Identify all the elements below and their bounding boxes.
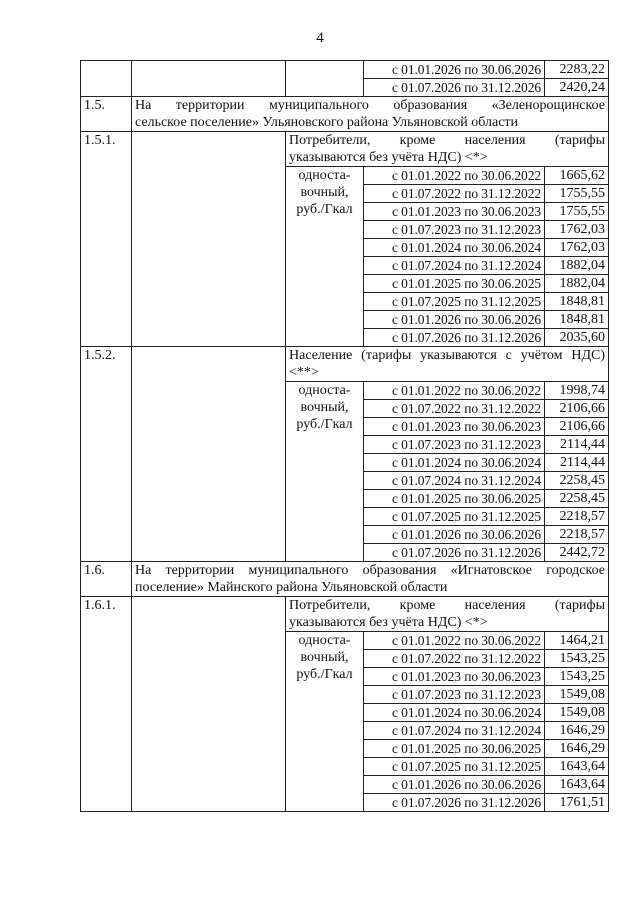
consumer-description bbox=[286, 132, 609, 167]
value-cell: 1882,04 bbox=[545, 275, 609, 293]
consumer-line: указываются без учёта НДС) <*> bbox=[289, 615, 488, 630]
value-cell: 1755,55 bbox=[545, 203, 609, 221]
period-cell: с 01.07.2026 по 31.12.2026 bbox=[364, 79, 545, 97]
period-cell: с 01.07.2024 по 31.12.2024 bbox=[364, 257, 545, 275]
period-cell: с 01.01.2024 по 30.06.2024 bbox=[364, 454, 545, 472]
value-cell: 1543,25 bbox=[545, 668, 609, 686]
value-cell: 2106,66 bbox=[545, 400, 609, 418]
cell-empty bbox=[132, 132, 286, 347]
period-cell: с 01.07.2022 по 31.12.2022 bbox=[364, 650, 545, 668]
consumer-description bbox=[286, 347, 609, 382]
unit-line: вочный, bbox=[300, 185, 349, 200]
value-cell: 2258,45 bbox=[545, 490, 609, 508]
period-cell: с 01.01.2023 по 30.06.2023 bbox=[364, 668, 545, 686]
value-cell: 1882,04 bbox=[545, 257, 609, 275]
value-cell: 2114,44 bbox=[545, 436, 609, 454]
value-cell: 1761,51 bbox=[545, 794, 609, 812]
period-cell: с 01.07.2022 по 31.12.2022 bbox=[364, 185, 545, 203]
value-cell: 1549,08 bbox=[545, 704, 609, 722]
value-cell: 1549,08 bbox=[545, 686, 609, 704]
tariff-table bbox=[80, 60, 609, 812]
period-cell: с 01.01.2024 по 30.06.2024 bbox=[364, 239, 545, 257]
table-row bbox=[81, 61, 609, 79]
section-number: 1.6. bbox=[81, 562, 132, 597]
value-cell: 1464,21 bbox=[545, 632, 609, 650]
consumer-line: Население (тарифы указываются с учётом НДС) bbox=[289, 348, 605, 363]
unit-cell bbox=[286, 167, 364, 347]
value-cell: 1848,81 bbox=[545, 293, 609, 311]
value-cell: 2283,22 bbox=[545, 61, 609, 79]
unit-cell bbox=[286, 632, 364, 812]
period-cell: с 01.01.2025 по 30.06.2025 bbox=[364, 740, 545, 758]
period-cell: с 01.07.2025 по 31.12.2025 bbox=[364, 508, 545, 526]
value-cell: 1762,03 bbox=[545, 239, 609, 257]
cell-empty bbox=[132, 597, 286, 812]
unit-line: односта- bbox=[298, 168, 351, 183]
period-cell: с 01.07.2023 по 31.12.2023 bbox=[364, 686, 545, 704]
cell-empty bbox=[132, 347, 286, 562]
cell-empty bbox=[132, 61, 286, 97]
unit-line: руб./Гкал bbox=[296, 202, 353, 217]
period-cell: с 01.07.2023 по 31.12.2023 bbox=[364, 221, 545, 239]
period-cell: с 01.01.2026 по 30.06.2026 bbox=[364, 526, 545, 544]
period-cell: с 01.07.2026 по 31.12.2026 bbox=[364, 544, 545, 562]
period-cell: с 01.01.2022 по 30.06.2022 bbox=[364, 167, 545, 185]
period-cell: с 01.01.2026 по 30.06.2026 bbox=[364, 776, 545, 794]
page-number: 4 bbox=[316, 30, 324, 46]
period-cell: с 01.01.2022 по 30.06.2022 bbox=[364, 632, 545, 650]
consumer-line: Потребители, кроме населения (тарифы bbox=[289, 133, 605, 148]
cell-unit bbox=[286, 61, 364, 97]
value-cell: 2442,72 bbox=[545, 544, 609, 562]
section-row bbox=[81, 562, 609, 597]
unit-cell bbox=[286, 382, 364, 562]
period-cell: с 01.07.2026 по 31.12.2026 bbox=[364, 794, 545, 812]
period-cell: с 01.07.2026 по 31.12.2026 bbox=[364, 329, 545, 347]
unit-line: руб./Гкал bbox=[296, 417, 353, 432]
consumer-description bbox=[286, 597, 609, 632]
period-cell: с 01.01.2025 по 30.06.2025 bbox=[364, 275, 545, 293]
section-title-line: На территории муниципального образования «Зеленорощинское bbox=[135, 98, 605, 113]
period-cell: с 01.01.2026 по 30.06.2026 bbox=[364, 61, 545, 79]
value-cell: 1762,03 bbox=[545, 221, 609, 239]
group-header-row bbox=[81, 347, 609, 382]
period-cell: с 01.07.2024 по 31.12.2024 bbox=[364, 722, 545, 740]
period-cell: с 01.07.2025 по 31.12.2025 bbox=[364, 293, 545, 311]
group-header-row bbox=[81, 597, 609, 632]
consumer-line: указываются без учёта НДС) <*> bbox=[289, 150, 488, 165]
unit-line: вочный, bbox=[300, 400, 349, 415]
unit-line: односта- bbox=[298, 633, 351, 648]
period-cell: с 01.01.2026 по 30.06.2026 bbox=[364, 311, 545, 329]
value-cell: 1646,29 bbox=[545, 740, 609, 758]
period-cell: с 01.01.2024 по 30.06.2024 bbox=[364, 704, 545, 722]
value-cell: 2035,60 bbox=[545, 329, 609, 347]
value-cell: 1755,55 bbox=[545, 185, 609, 203]
value-cell: 1543,25 bbox=[545, 650, 609, 668]
value-cell: 1643,64 bbox=[545, 776, 609, 794]
value-cell: 1646,29 bbox=[545, 722, 609, 740]
period-cell: с 01.07.2025 по 31.12.2025 bbox=[364, 758, 545, 776]
section-number: 1.5. bbox=[81, 97, 132, 132]
period-cell: с 01.01.2025 по 30.06.2025 bbox=[364, 490, 545, 508]
section-title bbox=[132, 97, 609, 132]
period-cell: с 01.01.2023 по 30.06.2023 bbox=[364, 418, 545, 436]
unit-line: руб./Гкал bbox=[296, 667, 353, 682]
period-cell: с 01.01.2023 по 30.06.2023 bbox=[364, 203, 545, 221]
value-cell: 1848,81 bbox=[545, 311, 609, 329]
section-title bbox=[132, 562, 609, 597]
period-cell: с 01.07.2022 по 31.12.2022 bbox=[364, 400, 545, 418]
group-number: 1.5.1. bbox=[81, 132, 132, 347]
section-title-line: сельское поселение» Ульяновского района Ульяновской области bbox=[135, 115, 519, 130]
period-cell: с 01.07.2024 по 31.12.2024 bbox=[364, 472, 545, 490]
cell-number bbox=[81, 61, 132, 97]
value-cell: 1998,74 bbox=[545, 382, 609, 400]
value-cell: 2258,45 bbox=[545, 472, 609, 490]
value-cell: 2218,57 bbox=[545, 508, 609, 526]
section-title-line: поселение» Майнского района Ульяновской области bbox=[135, 580, 448, 595]
value-cell: 2106,66 bbox=[545, 418, 609, 436]
value-cell: 2114,44 bbox=[545, 454, 609, 472]
consumer-line: Потребители, кроме населения (тарифы bbox=[289, 598, 605, 613]
section-row bbox=[81, 97, 609, 132]
unit-line: односта- bbox=[298, 383, 351, 398]
value-cell: 2420,24 bbox=[545, 79, 609, 97]
consumer-line: <**> bbox=[289, 365, 319, 380]
group-number: 1.6.1. bbox=[81, 597, 132, 812]
section-title-line: На территории муниципального образования «Игнатовское городское bbox=[135, 563, 605, 578]
period-cell: с 01.01.2022 по 30.06.2022 bbox=[364, 382, 545, 400]
value-cell: 2218,57 bbox=[545, 526, 609, 544]
period-cell: с 01.07.2023 по 31.12.2023 bbox=[364, 436, 545, 454]
group-number: 1.5.2. bbox=[81, 347, 132, 562]
unit-line: вочный, bbox=[300, 650, 349, 665]
value-cell: 1643,64 bbox=[545, 758, 609, 776]
value-cell: 1665,62 bbox=[545, 167, 609, 185]
group-header-row bbox=[81, 132, 609, 167]
